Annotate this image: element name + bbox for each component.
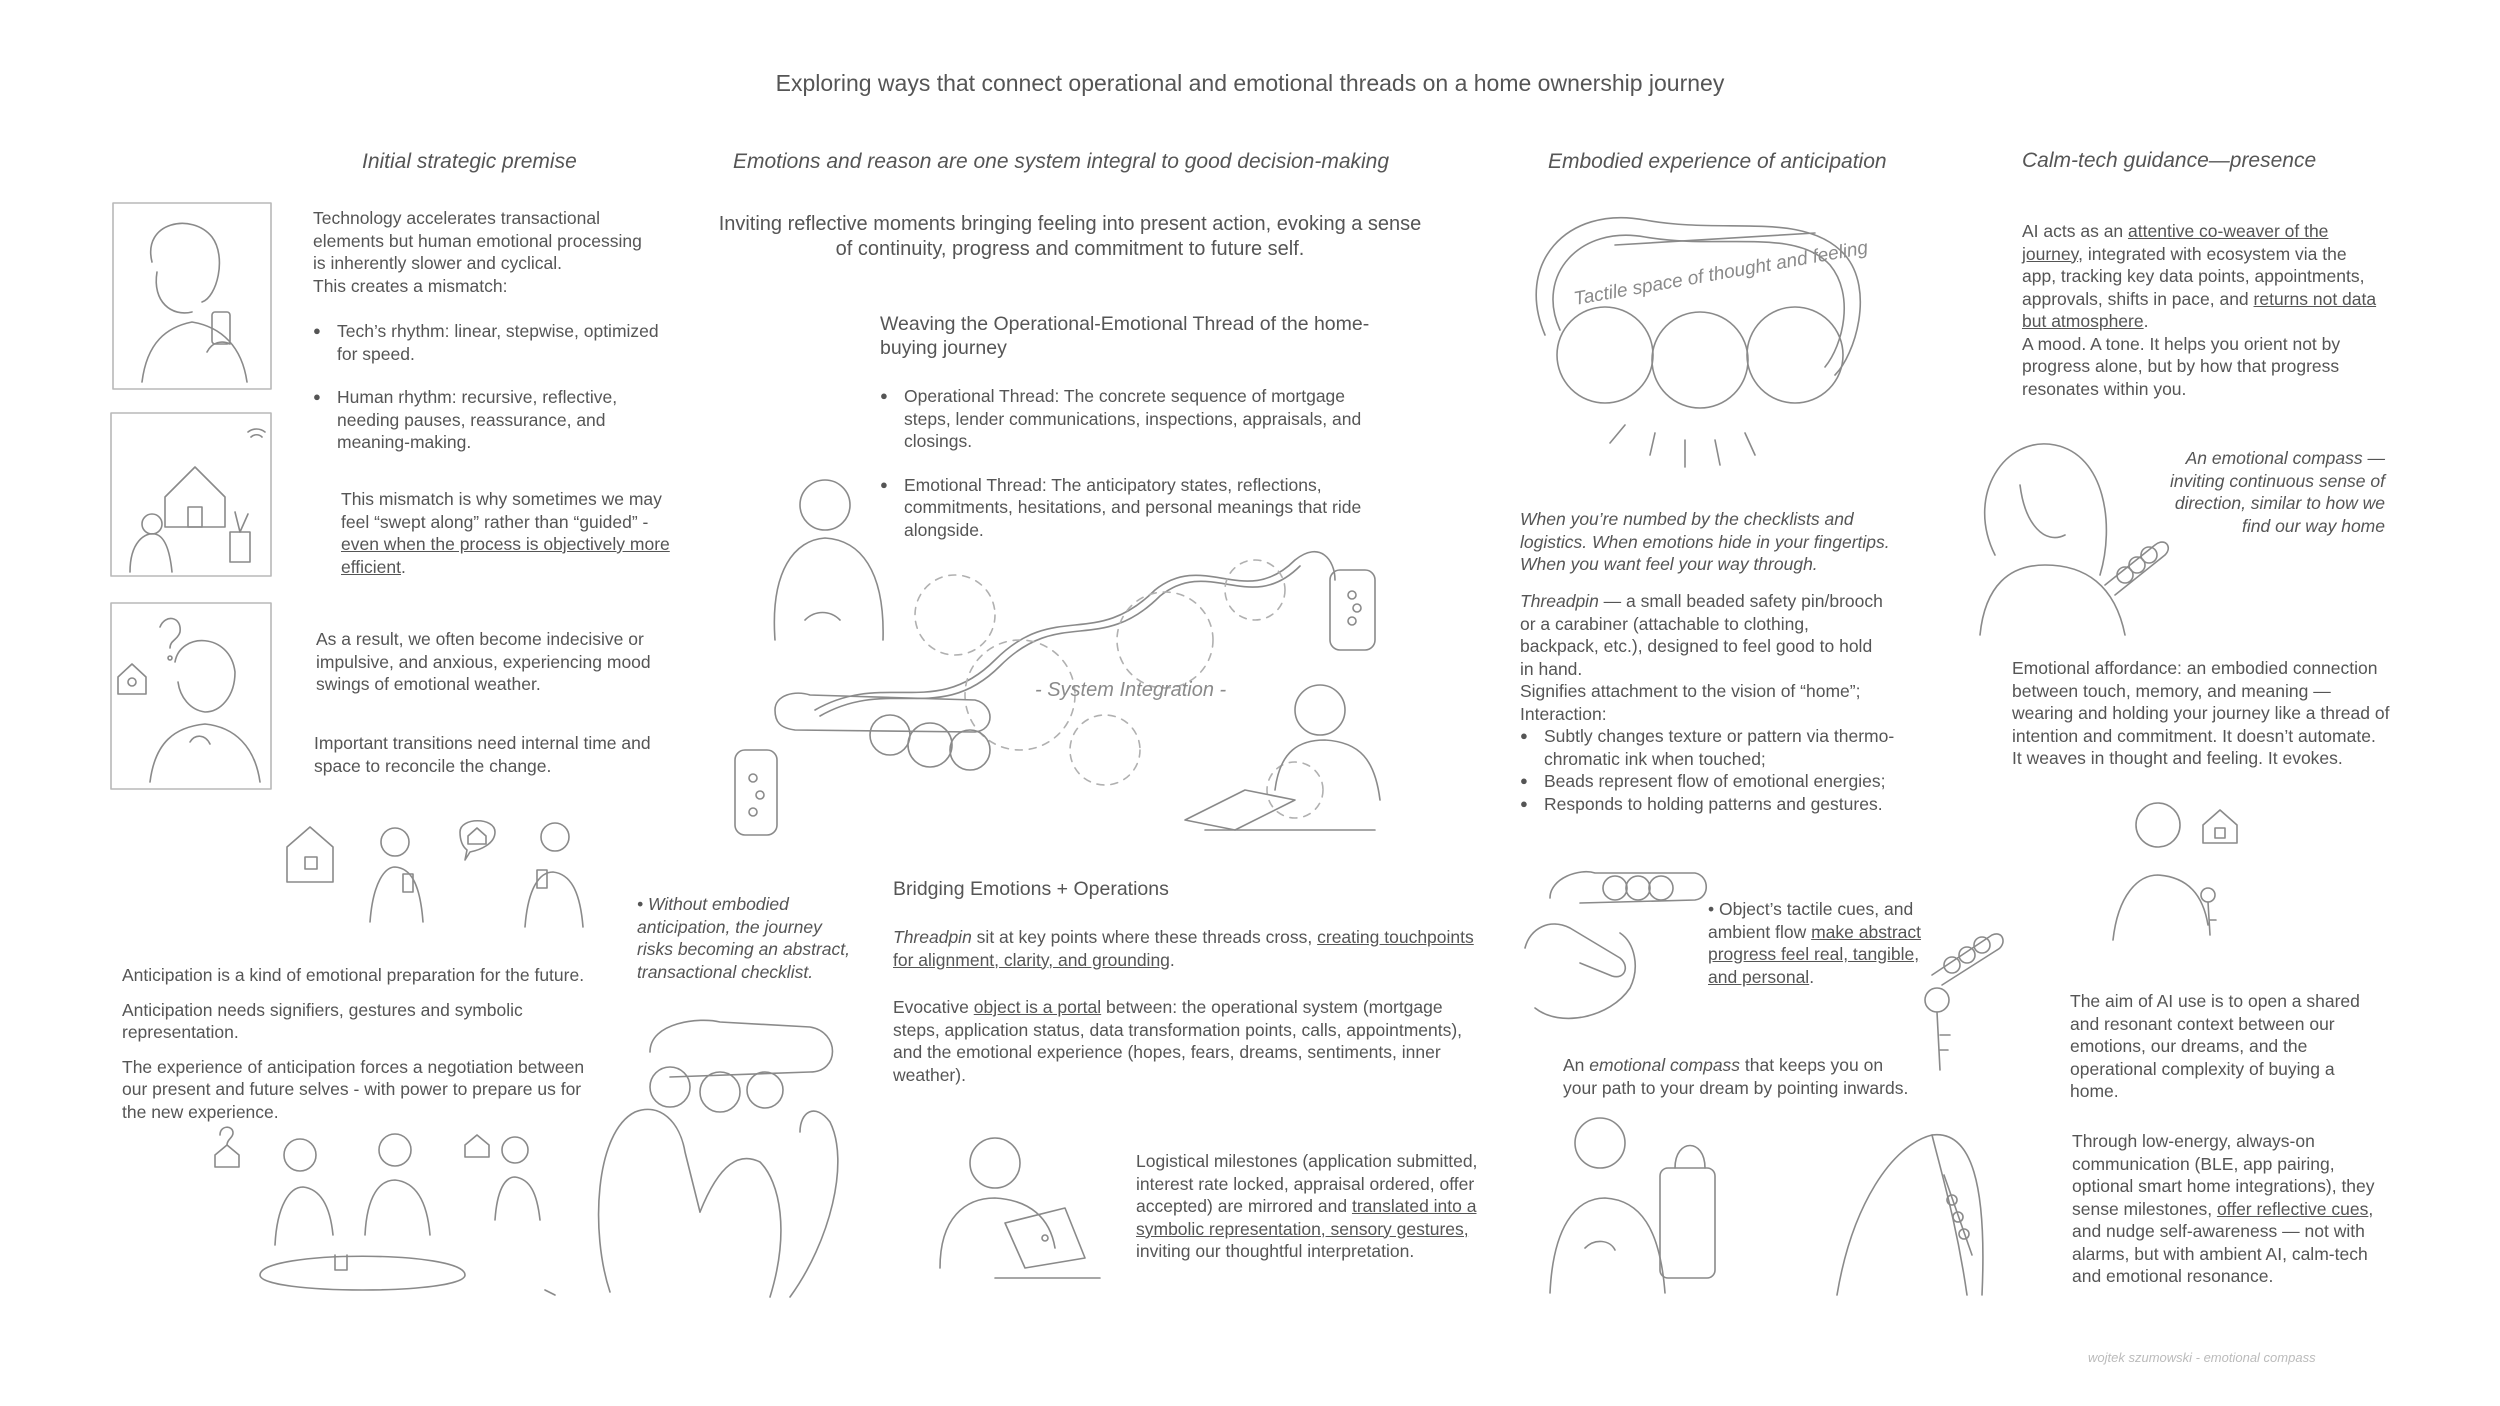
without-anticipation-note: • Without embodied anticipation, the journey risks becoming an abstract, transactional checklist.	[637, 894, 851, 982]
column-heading-emotions: Emotions and reason are one system integral to good decision-making	[733, 150, 1390, 173]
system-integration-label: - System Integration -	[1035, 679, 1227, 701]
woman-laptop-sketch	[915, 1128, 1105, 1293]
column-heading-premise: Initial strategic premise	[362, 150, 577, 173]
keys-pin-sketch	[1912, 925, 2007, 1075]
emotional-compass-note: An emotional compass that keeps you on your path to your dream by pointing inwards.	[1563, 1055, 1909, 1098]
woman-question-sketch	[110, 602, 272, 790]
hand-carabiner-sketch	[590, 1012, 870, 1302]
author-credit: wojtek szumowski - emotional compass	[2088, 1350, 2316, 1365]
woman-bag-sketch	[1545, 1108, 1725, 1298]
human-rhythm-item: ● Human rhythm: recursive, reflective, needing pauses, reassurance, and meaning-making.	[313, 386, 693, 454]
aim-of-ai: The aim of AI use is to open a shared and resonant context between our emotions, our dreams, and the operational complexity of buying a home.	[2070, 991, 2360, 1101]
threadpin-description: Threadpin — a small beaded safety pin/brooch or a carabiner (attachable to clothing, backpack, etc.), designed to feel good to hold in hand. Signifies attachment to the vision of “home”; Interaction:	[1520, 591, 1883, 724]
low-energy-communication: Through low-energy, always-on communication (BLE, app pairing, optional smart home integrations), they sense milestones, offer reflective cues, and nudge self-awareness — not with alarms, but with ambient AI, calm-tech and emotional resonance.	[2072, 1131, 2375, 1286]
operational-thread-item: ● Operational Thread: The concrete sequence of mortgage steps, lender communications, inspections, appraisals, and closings.	[880, 385, 1400, 453]
emotional-thread-item: ● Emotional Thread: The anticipatory states, reflections, commitments, hesitations, and personal meanings that ride alongside.	[880, 474, 1400, 542]
page-title: Exploring ways that connect operational and emotional threads on a home ownership journey	[775, 70, 1725, 96]
premise-intro: Technology accelerates transactional elements but human emotional processing is inherently slower and cyclical. This creates a mismatch:	[313, 208, 642, 296]
emotional-affordance: Emotional affordance: an embodied connection between touch, memory, and meaning — wearing and holding your journey like a thread of intention and commitment. It doesn’t automate. It weaves in thought and feeling. It evokes.	[2012, 658, 2390, 768]
woman-keys-house-sketch	[2108, 795, 2253, 945]
threadpin-touchpoints: Threadpin sit at key points where these threads cross, creating touchpoints for alignment, clarity, and grounding.	[893, 927, 1474, 970]
transitions-note: Important transitions need internal time and space to reconcile the change.	[314, 733, 651, 776]
rhythm-list	[313, 320, 693, 454]
tactile-cues-note: • Object’s tactile cues, and ambient flow make abstract progress feel real, tangible, and personal.	[1708, 899, 1922, 987]
beads-item: ● Beads represent flow of emotional energies;	[1520, 770, 1960, 793]
table-conversation-sketch	[215, 1125, 560, 1300]
system-integration-sketch	[735, 460, 1415, 840]
weaving-heading: Weaving the Operational-Emotional Thread of the home- buying journey	[880, 313, 1370, 359]
thermo-item: ● Subtly changes texture or pattern via thermo- chromatic ink when touched;	[1520, 725, 1960, 770]
inviting-statement: Inviting reflective moments bringing feeling into present action, evoking a sense of continuity, progress and commitment to future self.	[718, 213, 1422, 260]
compass-quote: An emotional compass — inviting continuous sense of direction, similar to how we find our way home	[2170, 448, 2385, 536]
interaction-list	[1520, 725, 1960, 815]
holding-item: ● Responds to holding patterns and gestures.	[1520, 793, 1960, 816]
indecisive-note: As a result, we often become indecisive or impulsive, and anxious, experiencing mood swings of emotional weather.	[316, 629, 651, 694]
tactile-space-label: Tactile space of thought and feeling	[1572, 237, 1870, 310]
woman-with-pin-sketch	[1965, 435, 2180, 635]
anticipation-definition: Anticipation is a kind of emotional preparation for the future. Anticipation needs signifiers, gestures and symbolic representation. The experience of anticipation forces a negotiation between our present and future selves - with power to prepare us for the new experience.	[122, 965, 585, 1122]
mismatch-note: This mismatch is why sometimes we may feel “swept along” rather than “guided” - even when the process is objectively more efficient.	[341, 489, 670, 577]
logistical-milestones: Logistical milestones (application submitted, interest rate locked, appraisal ordered, offer accepted) are mirrored and translated into a symbolic representation, sensory gestures, inviting our thoughtful interpretation.	[1136, 1151, 1478, 1261]
numbed-note: When you’re numbed by the checklists and logistics. When emotions hide in your fingertips. When you want feel your way through.	[1520, 509, 1890, 574]
hand-safety-pin-sketch	[1520, 858, 1710, 1028]
house-window-sketch	[110, 412, 272, 577]
shoulder-strap-sketch	[1832, 1105, 1992, 1300]
evocative-object: Evocative object is a portal between: the operational system (mortgage steps, application status, data transformation points, calls, appointments), and the emotional experience (hopes, fears, dreams, sentiments, inner weather).	[893, 997, 1463, 1085]
tech-rhythm-item: ● Tech’s rhythm: linear, stepwise, optimized for speed.	[313, 320, 693, 365]
column-heading-calm-tech: Calm-tech guidance—presence	[2022, 149, 2317, 172]
ai-co-weaver: AI acts as an attentive co-weaver of the journey, integrated with ecosystem via the app, tracking key data points, appointments, approvals, shifts in pace, and returns not data but atmosphere. A mood. A tone. It helps you orient not by progress alone, but by how that progress resonates within you.	[2022, 221, 2377, 399]
woman-with-phone-sketch	[112, 202, 272, 390]
bridging-heading: Bridging Emotions + Operations	[893, 878, 1169, 900]
carabiner-beads-sketch	[1505, 205, 1875, 495]
column-heading-anticipation: Embodied experience of anticipation	[1548, 150, 1887, 173]
house-phone-figures-sketch	[285, 812, 585, 932]
